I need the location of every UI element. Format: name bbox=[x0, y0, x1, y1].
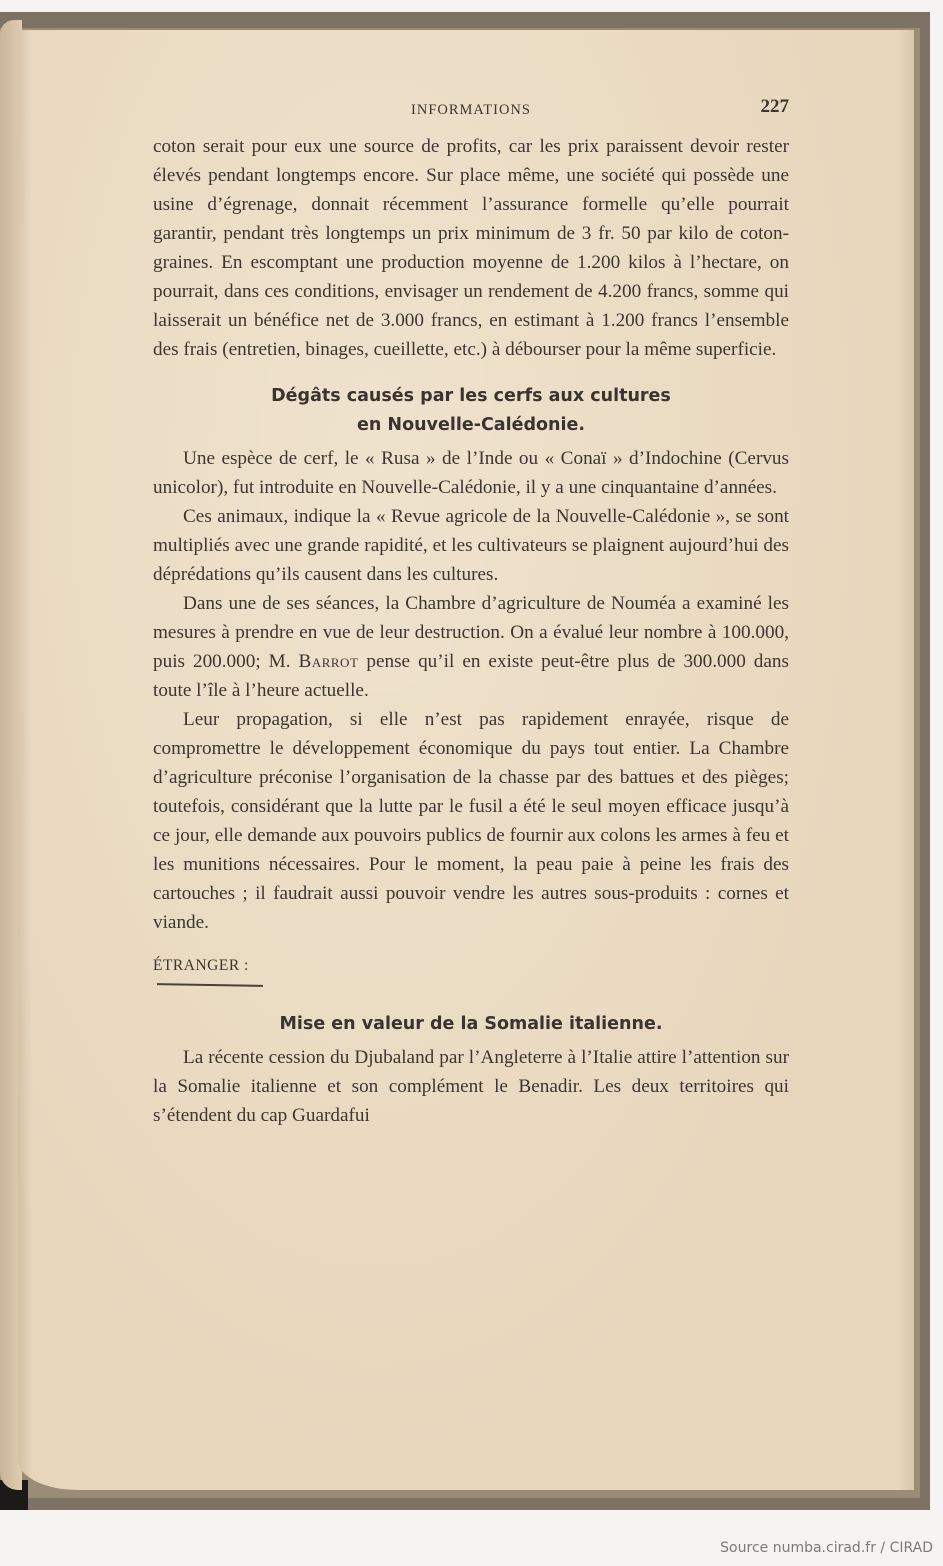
paragraph-somalia-1: La récente cession du Djubaland par l’Angleterre à l’Italie attire l’attention sur la Somalie italienne et son complément le Benadir. Les deux territoires qui s’étendent du cap Guardafui bbox=[153, 1047, 789, 1126]
running-head bbox=[153, 90, 789, 122]
foreign-heading: ÉTRANGER : bbox=[153, 957, 249, 974]
paragraph-deer-3-end: pense qu’il en existe peut-être plus de 300.000 dans toute l’île à l’heure actuelle. bbox=[153, 651, 789, 701]
page-number: 227 bbox=[760, 96, 789, 117]
paragraph-cotton: coton serait pour eux une source de profits, car les prix paraissent devoir rester élevés pendant longtemps encore. Sur place même, une société qui possède une usine d’égrenage, donnait récemment l’assurance formelle qu’elle pourrait garantir, pendant très longtemps un prix minimum de 3 fr. 50 par kilo de coton-graines. En escomptant une production moyenne de 1.200 kilos à l’hectare, on pourrait, dans ces conditions, envisager un rendement de 4.200 francs, somme qui laisserait un bénéfice net de 3.000 francs, en estimant à 1.200 francs l’ensemble des frais (entretien, binages, cueillette, etc.) à débourser pour la même superficie. bbox=[153, 136, 789, 360]
foreign-heading-rule bbox=[157, 983, 263, 987]
section-title-deer bbox=[153, 382, 789, 440]
paragraph-deer-3 bbox=[153, 589, 789, 705]
person-name-barrot: Barrot bbox=[298, 651, 359, 672]
running-head-title: INFORMATIONS bbox=[411, 102, 531, 118]
section-title-deer-line1: Dégâts causés par les cerfs aux cultures bbox=[271, 386, 671, 406]
source-credit: Source numba.cirad.fr / CIRAD bbox=[720, 1540, 933, 1556]
paragraph-deer-4: Leur propagation, si elle n’est pas rapidement enrayée, risque de compromettre le développement économique du pays tout entier. La Chambre d’agriculture préconise l’organisation de la chasse par des battues et des pièges; toutefois, considérant que la lutte par le fusil a été le seul moyen efficace jusqu’à ce jour, elle demande aux pouvoirs publics de fournir aux colons les armes à feu et les munitions nécessaires. Pour le moment, la peau paie à peine les frais des cartouches ; il faudrait aussi pouvoir vendre les autres sous-produits : cornes et viande. bbox=[153, 709, 789, 933]
page-content bbox=[153, 90, 789, 1130]
paragraph-deer-2: Ces animaux, indique la « Revue agricole de la Nouvelle-Calédonie », se sont multipliés avec une grande rapidité, et les cultivateurs se plaignent aujourd’hui des déprédations qu’ils causent dans les cultures. bbox=[153, 506, 789, 585]
section-title-somalia: Mise en valeur de la Somalie italienne. bbox=[279, 1014, 663, 1034]
paragraph-deer-1: Une espèce de cerf, le « Rusa » de l’Inde ou « Conaï » d’Indochine (Cervus unicolor), fut introduite en Nouvelle-Calédonie, il y a une cinquantaine d’années. bbox=[153, 448, 789, 498]
section-title-deer-line2: en Nouvelle-Calédonie. bbox=[357, 415, 585, 435]
paragraph-deer-3-start: Dans une de ses séances, la Chambre d’agriculture de Nouméa a examiné les mesures à prendre en vue de leur destruction. On a évalué leur nombre à 100.000, puis 200.000; M. bbox=[153, 593, 789, 672]
